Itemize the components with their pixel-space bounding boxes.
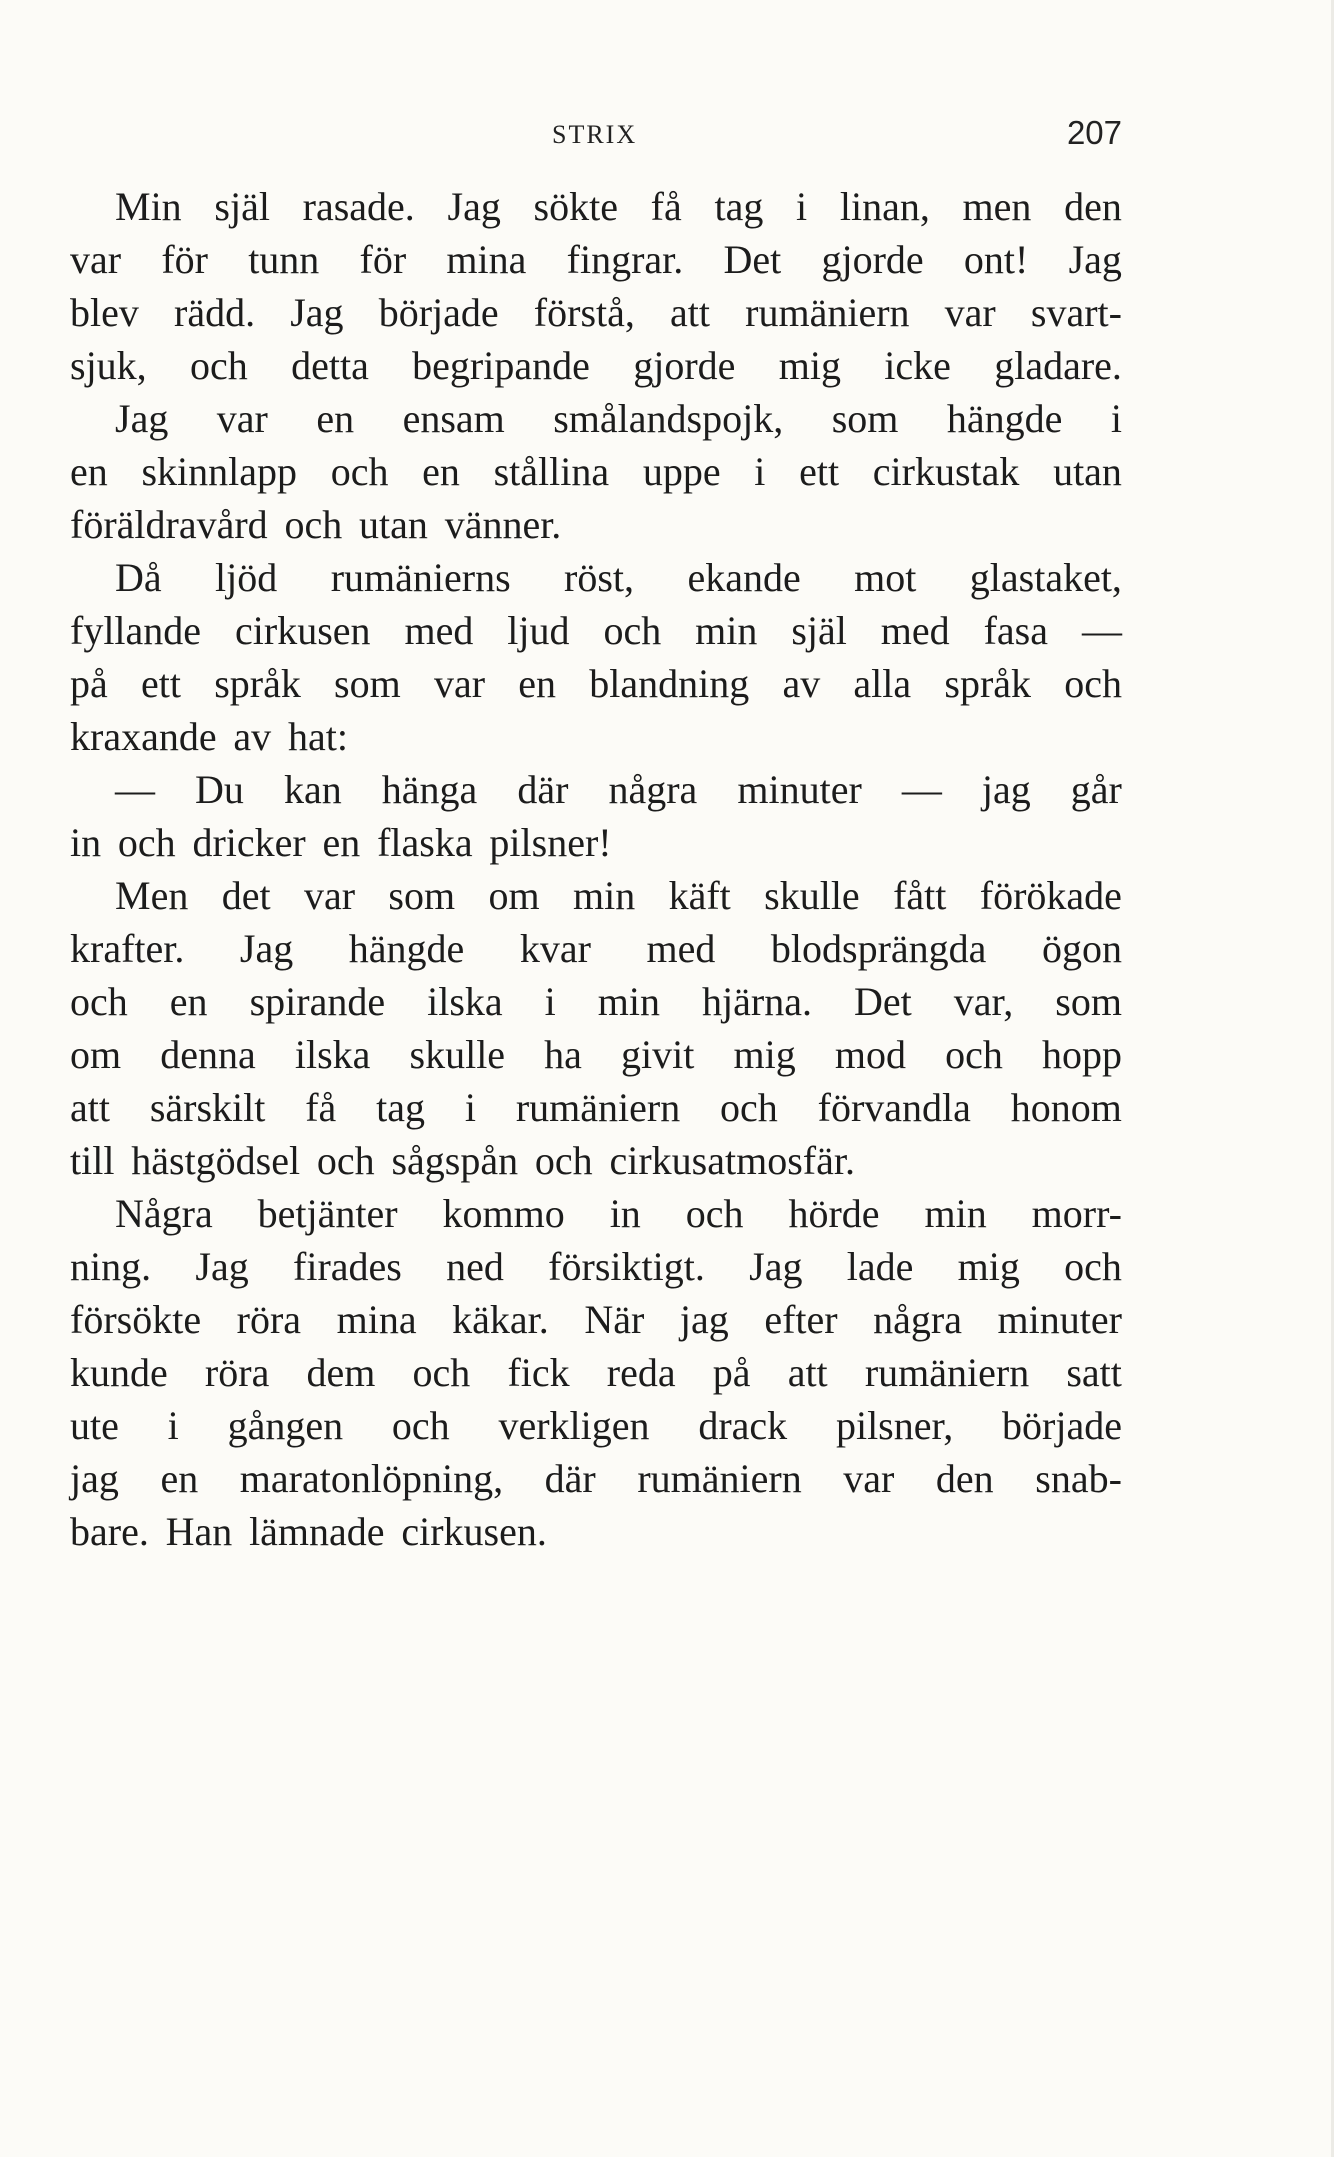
text-line: en skinnlapp och en stållina uppe i ett cirkustak utan: [70, 449, 1122, 494]
body-text: [70, 180, 1122, 1558]
text-line: — Du kan hänga där några minuter — jag går: [115, 767, 1122, 812]
text-line: blev rädd. Jag började förstå, att rumäniern var svart-: [70, 290, 1122, 335]
text-line: föräldravård och utan vänner.: [70, 502, 562, 547]
text-line: sjuk, och detta begripande gjorde mig icke gladare.: [70, 343, 1122, 388]
text-line: var för tunn för mina fingrar. Det gjorde ont! Jag: [70, 237, 1122, 282]
text-line: kraxande av hat:: [70, 714, 348, 759]
text-line: Jag var en ensam smålandspojk, som hängde i: [115, 396, 1122, 441]
text-line: jag en maratonlöpning, där rumäniern var den snab-: [70, 1456, 1122, 1501]
text-line: Men det var som om min käft skulle fått förökade: [115, 873, 1122, 918]
text-line: fyllande cirkusen med ljud och min själ med fasa —: [70, 608, 1122, 653]
running-head: [70, 112, 1122, 162]
text-line: Då ljöd rumänierns röst, ekande mot glastaket,: [115, 555, 1122, 600]
text-line: in och dricker en flaska pilsner!: [70, 820, 612, 865]
text-line: bare. Han lämnade cirkusen.: [70, 1509, 547, 1554]
text-line: kunde röra dem och fick reda på att rumäniern satt: [70, 1350, 1122, 1395]
text-line: ute i gången och verkligen drack pilsner, började: [70, 1403, 1122, 1448]
text-line: på ett språk som var en blandning av alla språk och: [70, 661, 1122, 706]
text-line: om denna ilska skulle ha givit mig mod och hopp: [70, 1032, 1122, 1077]
text-line: att särskilt få tag i rumäniern och förvandla honom: [70, 1085, 1122, 1130]
text-line: Min själ rasade. Jag sökte få tag i linan, men den: [115, 184, 1122, 229]
page-number: 207: [1066, 114, 1122, 151]
text-line: ning. Jag firades ned försiktigt. Jag lade mig och: [70, 1244, 1122, 1289]
text-line: Några betjänter kommo in och hörde min morr-: [115, 1191, 1122, 1236]
text-line: till hästgödsel och sågspån och cirkusatmosfär.: [70, 1138, 855, 1183]
text-line: krafter. Jag hängde kvar med blodsprängda ögon: [70, 926, 1122, 971]
text-line: försökte röra mina käkar. När jag efter några minuter: [70, 1297, 1122, 1342]
text-line: och en spirande ilska i min hjärna. Det var, som: [70, 979, 1122, 1024]
running-head-title: STRIX: [552, 120, 638, 149]
